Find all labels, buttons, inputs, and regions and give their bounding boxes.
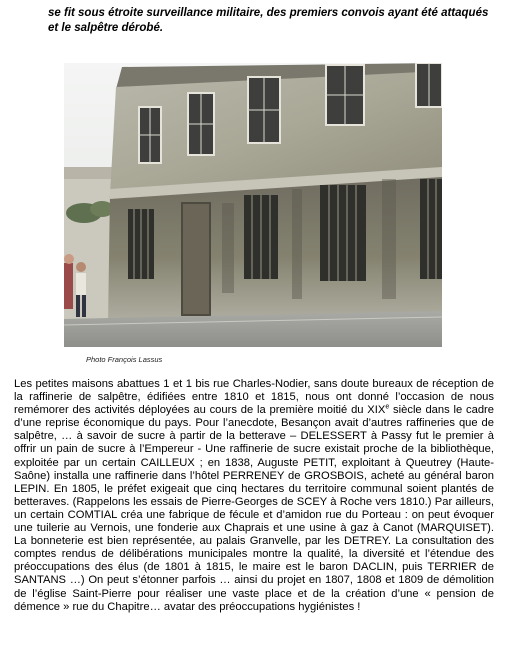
- building-facade-image: [64, 63, 442, 347]
- century-superscript: e: [385, 403, 390, 411]
- body-paragraph: [14, 378, 494, 614]
- building-photo: [64, 63, 442, 347]
- body-text-part2: siècle dans le cadre d’une reprise économique du pays. Pour l’anecdote, Besançon avait d’autres raffineries que de salpêtre, … à savoir de sucre à partir de la betterave – DELESSERT à Passy fut le premier à offrir un pain de sucre à l’Empereur - Une raffinerie de sucre existait proche de la bibliothèque, exploitée par un certain CAILLEUX ; en 1838, Auguste PETIT, exploitant à Queutrey (Haute-Saône) installa une raffinerie dans l’hôtel PERRENEY de GROSBOIS, acheté au général baron LEPIN. En 1805, le préfet exigeait que cinq hectares du territoire communal soient plantés de betteraves. (Rappelons les essais de Pierre-Georges de SCEY à Roche vers 1810.) Par ailleurs, un certain COMTIAL créa une fabrique de fécule et d’amidon rue du Porteau : on peut évoquer une tuilerie au Vernois, une fonderie aux Chaprais et une usine à gaz à Canot (MARQUISET). La bonneterie est bien représentée, au palais Granvelle, par les DETREY. La consultation des comptes rendus de délibérations municipales montre la qualité, la diversité et l’étendue des préoccupations des élus (de 1801 à 1815, le maire est le baron DACLIN, puis TERRIER de SANTANS …) On peut s’étonner parfois … ainsi du projet en 1807, 1808 et 1809 de démolition de l’église Saint-Pierre pour réaliser une vaste place et de la création d’une « pension de démence » rue du Chapitre… avatar des préoccupations hygiénistes !: [14, 404, 494, 613]
- body-text-part1: Les petites maisons abattues 1 et 1 bis rue Charles-Nodier, sans doute bureaux de réception de la raffinerie de salpêtre, édifiées entre 1810 et 1815, nous ont donné l’occasion de nous remémorer des activités déployées au cours de la première moitié du XIX: [14, 378, 494, 417]
- intro-paragraph: se fit sous étroite surveillance militaire, des premiers convois ayant été attaqués et le salpêtre dérobé.: [48, 7, 489, 34]
- photo-caption: Photo François Lassus: [86, 355, 163, 364]
